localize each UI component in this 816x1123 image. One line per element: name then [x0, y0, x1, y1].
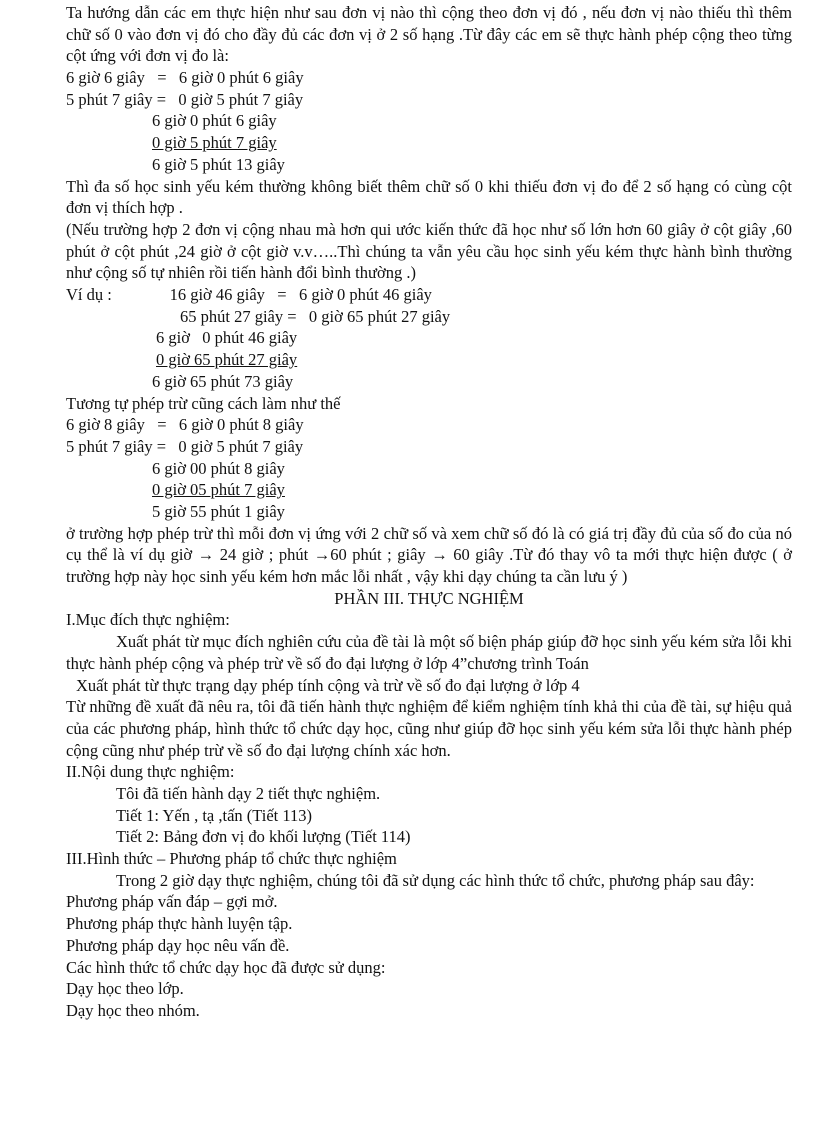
example-column-2: 0 giờ 65 phút 27 giây	[156, 350, 298, 370]
subtraction-result: 5 giờ 55 phút 1 giây	[152, 501, 285, 521]
addition-result: 6 giờ 5 phút 13 giây	[152, 154, 285, 174]
example-line-1: Ví dụ : 16 giờ 46 giây = 6 giờ 0 phút 46 giây	[66, 285, 432, 305]
paragraph-reality: Xuất phát từ thực trạng dạy phép tính cộng và trừ về số đo đại lượng ở lớp 4	[76, 675, 580, 695]
document-page	[66, 2, 792, 1022]
content-line-3: Tiết 2: Bảng đơn vị đo khối lượng (Tiết 114)	[116, 827, 411, 847]
addition-column-2-wrap	[66, 132, 792, 154]
example-column-2-wrap	[66, 349, 792, 371]
paragraph-weak-students: Thì đa số học sinh yếu kém thường không biết thêm chữ số 0 khi thiếu đơn vị đo để 2 số hạng có cùng cột đơn vị thích hợp .	[66, 176, 792, 218]
subtraction-column-2: 0 giờ 05 phút 7 giây	[152, 480, 285, 500]
paragraph-methods-intro: Trong 2 giờ dạy thực nghiệm, chúng tôi đã sử dụng các hình thức tổ chức, phương pháp sau đây:	[116, 870, 755, 890]
section-heading: PHẦN III. THỰC NGHIỆM	[334, 588, 524, 608]
content-line-1: Tôi đã tiến hành dạy 2 tiết thực nghiệm.	[116, 784, 381, 803]
addition-column-2: 0 giờ 5 phút 7 giây	[152, 133, 277, 153]
paragraph-subtraction-intro: Tương tự phép trừ cũng cách làm như thế	[66, 393, 341, 413]
subsection-form: III.Hình thức – Phương pháp tổ chức thực nghiệm	[66, 849, 397, 869]
subtraction-line-2: 5 phút 7 giây = 0 giờ 5 phút 7 giây	[66, 436, 304, 456]
subtraction-column-2-wrap	[66, 479, 792, 501]
paragraph-intro: Ta hướng dẫn các em thực hiện như sau đơn vị nào thì cộng theo đơn vị đó , nếu đơn vị nào thiếu thì thêm chữ số 0 vào đơn vị đó cho đầy đủ các đơn vị ở 2 số hạng .Từ đây các em sẽ thực hành phép cộng theo từng cột ứng với đơn vị đo là:	[66, 3, 792, 66]
addition-line-1: 6 giờ 6 giây = 6 giờ 0 phút 6 giây	[66, 68, 304, 88]
addition-column-1: 6 giờ 0 phút 6 giây	[152, 111, 277, 131]
subsection-purpose: I.Mục đích thực nghiệm:	[66, 610, 230, 630]
form-item-2: Dạy học theo nhóm.	[66, 1000, 200, 1020]
example-result: 6 giờ 65 phút 73 giây	[152, 371, 294, 391]
example-line-2: 65 phút 27 giây = 0 giờ 65 phút 27 giây	[180, 306, 451, 326]
method-item-3: Phương pháp dạy học nêu vấn đề.	[66, 935, 290, 955]
paragraph-proposals: Từ những đề xuất đã nêu ra, tôi đã tiến hành thực nghiệm để kiểm nghiệm tính khả thi của đề tài, sự hiệu quả của các phương pháp, hình thức tổ chức dạy học, cũng như giúp đỡ học sinh yếu kém sửa lỗi thực hành phép cộng cũng như phép trừ về số đo đại lượng chính xác hơn.	[66, 697, 792, 760]
paragraph-overflow-case: (Nếu trường hợp 2 đơn vị cộng nhau mà hơn qui ước kiến thức đã học như số lớn hơn 60 giây ở cột giây ,60 phút ở cột phút ,24 giờ ở cột giờ v.v…..Thì chúng ta vẫn yêu cầu học sinh yếu kém thực hành bình thường như cộng số tự nhiên rồi tiến hành đổi bình thường .)	[66, 219, 792, 283]
paragraph-purpose: Xuất phát từ mục đích nghiên cứu của đề tài là một số biện pháp giúp đỡ học sinh yếu kém sửa lỗi khi thực hành phép cộng và phép trừ về số đo đại lượng ở lớp 4”chương trình Toán	[66, 632, 792, 673]
method-item-2: Phương pháp thực hành luyện tập.	[66, 914, 293, 934]
subtraction-line-1: 6 giờ 8 giây = 6 giờ 0 phút 8 giây	[66, 415, 304, 435]
paragraph-subtraction-note: ở trường hợp phép trừ thì mỗi đơn vị ứng với 2 chữ số và xem chữ số đó là có giá trị đầy đủ của số đo của nó cụ thể là ví dụ giờ → 24 giờ ; phút →60 phút ; giây → 60 giây .Từ đó thay vô ta mới thực hiện được ( ở trường hợp này học sinh yếu kém hơn mắc lỗi nhất , vậy khi dạy chúng ta cần lưu ý )	[66, 523, 792, 587]
subtraction-column-1: 6 giờ 00 phút 8 giây	[152, 458, 285, 478]
form-item-1: Dạy học theo lớp.	[66, 979, 184, 999]
forms-intro: Các hình thức tổ chức dạy học đã được sử dụng:	[66, 957, 386, 977]
addition-line-2: 5 phút 7 giây = 0 giờ 5 phút 7 giây	[66, 89, 304, 109]
method-item-1: Phương pháp vấn đáp – gợi mở.	[66, 892, 278, 912]
subsection-content: II.Nội dung thực nghiệm:	[66, 762, 235, 782]
content-line-2: Tiết 1: Yến , tạ ,tấn (Tiết 113)	[116, 805, 313, 825]
example-column-1: 6 giờ 0 phút 46 giây	[156, 328, 298, 348]
